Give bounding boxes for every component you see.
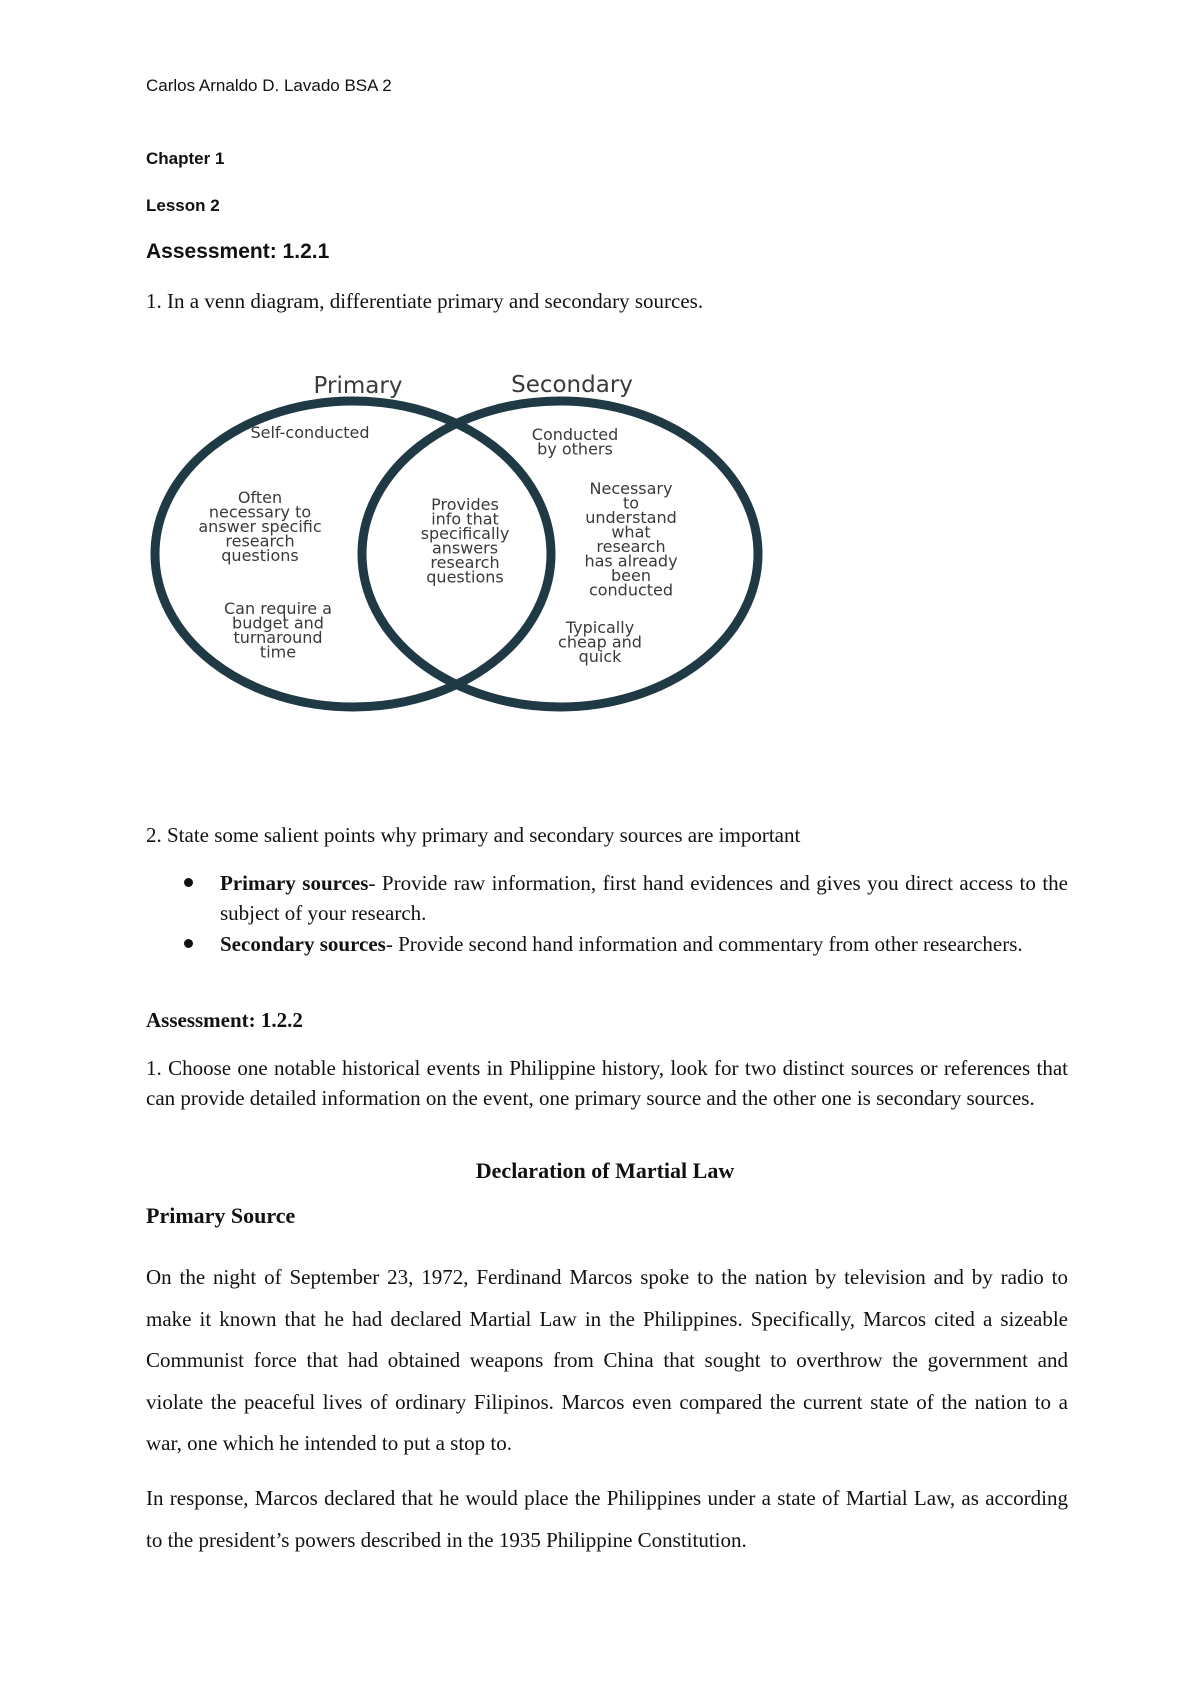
question-2: 2. State some salient points why primary and secondary sources are important bbox=[146, 823, 801, 847]
assessment-2-title: Assessment: 1.2.2 bbox=[146, 1008, 303, 1032]
venn-secondary-label: Secondary bbox=[511, 372, 633, 398]
venn-primary-item: Often necessary to answer specific research questions bbox=[198, 488, 322, 565]
list-item bbox=[146, 868, 1068, 928]
author-line: Carlos Arnaldo D. Lavado BSA 2 bbox=[146, 76, 392, 95]
chapter-heading: Chapter 1 bbox=[146, 149, 225, 168]
primary-source-paragraph-1: On the night of September 23, 1972, Ferdinand Marcos spoke to the nation by television and by radio to make it known that he had declared Martial Law in the Philippines. Specifically, Marcos cited a sizeable Communist force that had obtained weapons from China that sought to overthrow the government and violate the peaceful lives of ordinary Filipinos. Marcos even compared the current state of the nation to a war, one which he intended to put a stop to. bbox=[146, 1265, 1068, 1455]
venn-secondary-item: Typically cheap and quick bbox=[558, 618, 642, 666]
lesson-heading: Lesson 2 bbox=[146, 196, 220, 215]
question-1: 1. In a venn diagram, differentiate primary and secondary sources. bbox=[146, 289, 704, 313]
venn-overlap-items bbox=[421, 495, 510, 587]
assessment-2-task: 1. Choose one notable historical events in Philippine history, look for two distinct sources or references that can provide detailed information on the event, one primary source and the other one is secondary sources. bbox=[146, 1056, 1068, 1110]
list-item bbox=[146, 929, 1068, 959]
venn-overlap-item: Provides info that specifically answers research questions bbox=[420, 495, 510, 587]
assessment-1-title: Assessment: 1.2.1 bbox=[146, 240, 330, 263]
venn-primary-item: Can require a budget and turnaround time bbox=[224, 599, 332, 662]
primary-source-paragraph-2: In response, Marcos declared that he would place the Philippines under a state of Martial Law, as according to the president’s powers described in the 1935 Philippine Constitution. bbox=[146, 1486, 1068, 1552]
venn-primary-label: Primary bbox=[313, 373, 403, 399]
secondary-sources-term: Secondary sources bbox=[220, 932, 386, 956]
primary-source-heading: Primary Source bbox=[146, 1203, 296, 1228]
venn-primary-items bbox=[198, 423, 369, 662]
importance-list bbox=[146, 868, 1068, 960]
primary-sources-text: - Provide raw information, first hand evidences and gives you direct access to the subject of your research. bbox=[220, 871, 1068, 925]
primary-sources-term: Primary sources bbox=[220, 871, 369, 895]
secondary-sources-text: - Provide second hand information and commentary from other researchers. bbox=[385, 932, 1023, 956]
venn-diagram bbox=[145, 368, 775, 728]
event-title: Declaration of Martial Law bbox=[475, 1158, 735, 1183]
venn-primary-item: Self-conducted bbox=[250, 423, 370, 442]
venn-secondary-item: Necessary to understand what research has already been conducted bbox=[584, 479, 678, 600]
venn-secondary-item: Conducted by others bbox=[531, 425, 619, 459]
